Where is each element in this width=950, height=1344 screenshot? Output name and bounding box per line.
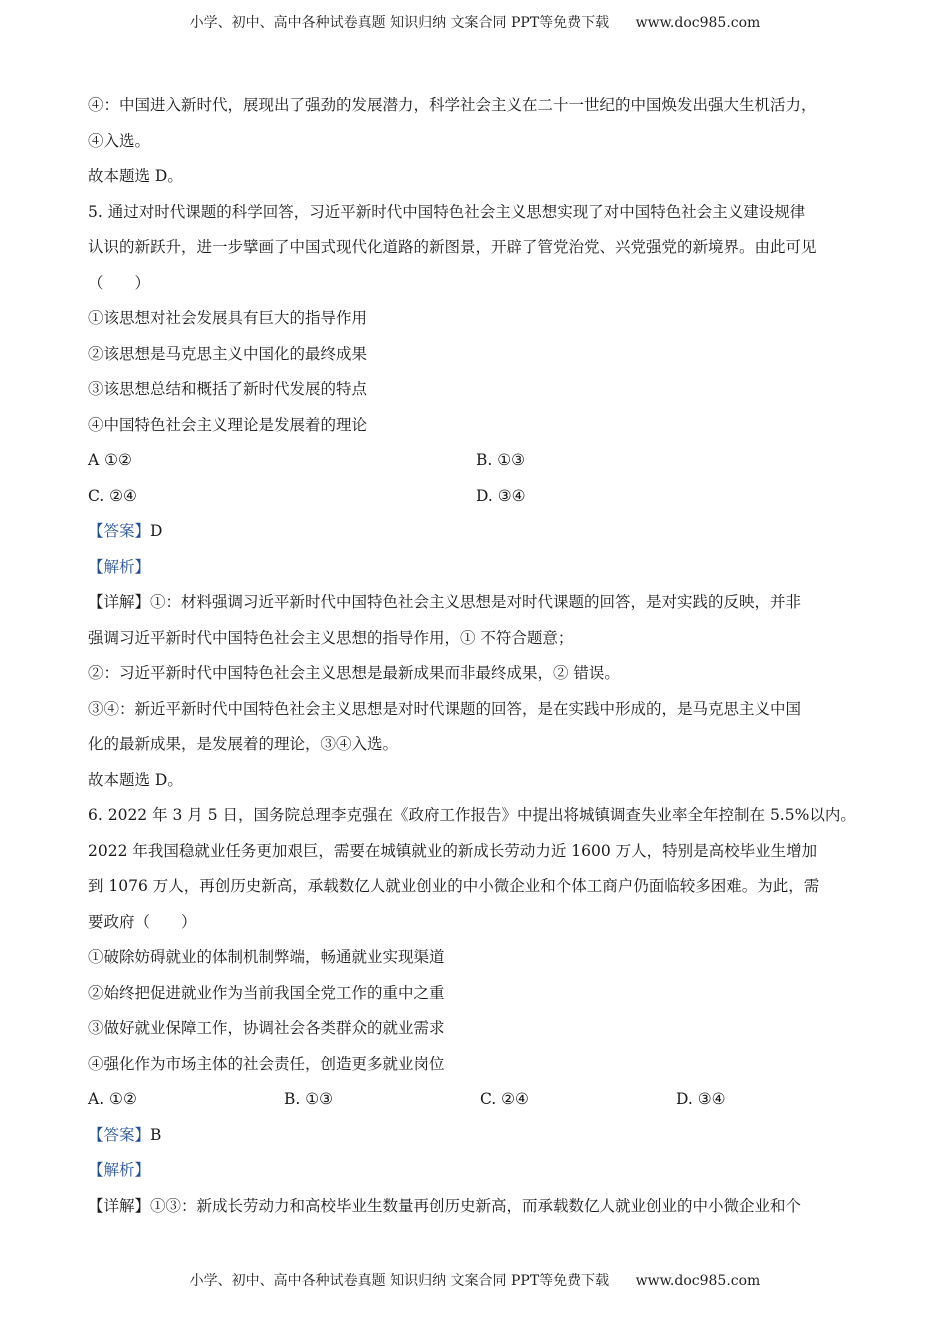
q5-statement: ③该思想总结和概括了新时代发展的特点 <box>88 380 368 398</box>
q5-detail-line <box>88 585 878 621</box>
q5-detail-text: ①：材料强调习近平新时代中国特色社会主义思想是对时代课题的回答，是对实践的反映，并非 <box>150 593 802 611</box>
q4-conclusion: 故本题选 D。 <box>88 167 183 185</box>
q6-stem-line: 2022 年我国稳就业任务更加艰巨，需要在城镇就业的新成长劳动力近 1600 万人，特别是高校毕业生增加 <box>88 841 818 860</box>
q5-answer-value: D <box>150 522 163 540</box>
q6-option-d: D. ③④ <box>676 1090 726 1108</box>
q5-answer <box>88 514 878 550</box>
q6-statement: ②始终把促进就业作为当前我国全党工作的重中之重 <box>88 983 445 1002</box>
q5-options-row <box>88 443 878 479</box>
q6-option-a: A. ①② <box>88 1090 137 1108</box>
answer-tag: 【答案】 <box>88 1125 151 1144</box>
answer-tag: 【答案】 <box>88 522 151 540</box>
page-footer <box>0 1270 950 1290</box>
q5-statement: ①该思想对社会发展具有巨大的指导作用 <box>88 309 368 327</box>
q5-conclusion: 故本题选 D。 <box>88 770 183 789</box>
q6-option-b: B. ①③ <box>284 1090 334 1108</box>
q5-option-c: C. ②④ <box>88 486 137 505</box>
q5-detail-line: ③④：新近平新时代中国特色社会主义思想是对时代课题的回答，是在实践中形成的，是马克思主义中国 <box>88 699 802 718</box>
detail-tag: 【详解】 <box>88 593 151 611</box>
q5-analysis-heading <box>88 550 878 586</box>
q5-option-b: B. ①③ <box>476 451 526 469</box>
analysis-tag: 【解析】 <box>88 1161 151 1179</box>
q4-analysis-line: ④入选。 <box>88 131 151 150</box>
q5-stem-line: 5. 通过对时代课题的科学回答，习近平新时代中国特色社会主义思想实现了对中国特色社会主义建设规律 <box>88 202 806 221</box>
q6-options-row <box>88 1082 878 1118</box>
q5-option-a: A ①② <box>88 451 132 469</box>
q5-options-row <box>88 479 878 515</box>
q6-detail-line <box>88 1189 878 1225</box>
footer-url: www.doc985.com <box>635 1273 761 1289</box>
header-text: 小学、初中、高中各种试卷真题 知识归纳 文案合同 PPT等免费下载 <box>189 15 610 31</box>
q6-statement: ①破除妨碍就业的体制机制弊端，畅通就业实现渠道 <box>88 948 445 966</box>
document-body <box>88 88 878 1224</box>
q5-detail-line: ②：习近平新时代中国特色社会主义思想是最新成果而非最终成果，② 错误。 <box>88 664 620 682</box>
header-url: www.doc985.com <box>635 15 761 31</box>
q5-detail-line: 强调习近平新时代中国特色社会主义思想的指导作用，① 不符合题意； <box>88 628 574 647</box>
q4-analysis-line: ④：中国进入新时代，展现出了强劲的发展潜力，科学社会主义在二十一世纪的中国焕发出强大生机活力， <box>88 96 817 114</box>
q5-option-d: D. ③④ <box>476 486 526 505</box>
q6-option-c: C. ②④ <box>480 1090 529 1108</box>
q5-stem-line: 认识的新跃升，进一步擘画了中国式现代化道路的新图景，开辟了管党治党、兴党强党的新境界。由此可见 <box>88 238 817 256</box>
page-header <box>0 12 950 32</box>
q5-stem-line: （ ） <box>88 273 151 292</box>
q5-statement: ④中国特色社会主义理论是发展着的理论 <box>88 415 368 434</box>
q6-stem-line: 6. 2022 年 3 月 5 日，国务院总理李克强在《政府工作报告》中提出将城镇调查失业率全年控制在 5.5%以内。 <box>88 806 856 824</box>
q6-analysis-heading <box>88 1153 878 1189</box>
q6-stem-line: 要政府（ ） <box>88 912 197 931</box>
q6-stem-line: 到 1076 万人，再创历史新高，承载数亿人就业创业的中小微企业和个体工商户仍面临较多困难。为此，需 <box>88 877 820 895</box>
q6-detail-text: ①③：新成长劳动力和高校毕业生数量再创历史新高，而承载数亿人就业创业的中小微企业和个 <box>150 1196 802 1215</box>
q6-answer-value: B <box>150 1125 162 1144</box>
q6-statement: ③做好就业保障工作，协调社会各类群众的就业需求 <box>88 1019 445 1037</box>
q5-detail-line: 化的最新成果，是发展着的理论，③④入选。 <box>88 735 399 753</box>
detail-tag: 【详解】 <box>88 1196 151 1215</box>
analysis-tag: 【解析】 <box>88 557 151 576</box>
q5-statement: ②该思想是马克思主义中国化的最终成果 <box>88 344 368 363</box>
q6-answer <box>88 1118 878 1154</box>
q6-statement: ④强化作为市场主体的社会责任，创造更多就业岗位 <box>88 1054 445 1073</box>
footer-text: 小学、初中、高中各种试卷真题 知识归纳 文案合同 PPT等免费下载 <box>189 1273 610 1289</box>
